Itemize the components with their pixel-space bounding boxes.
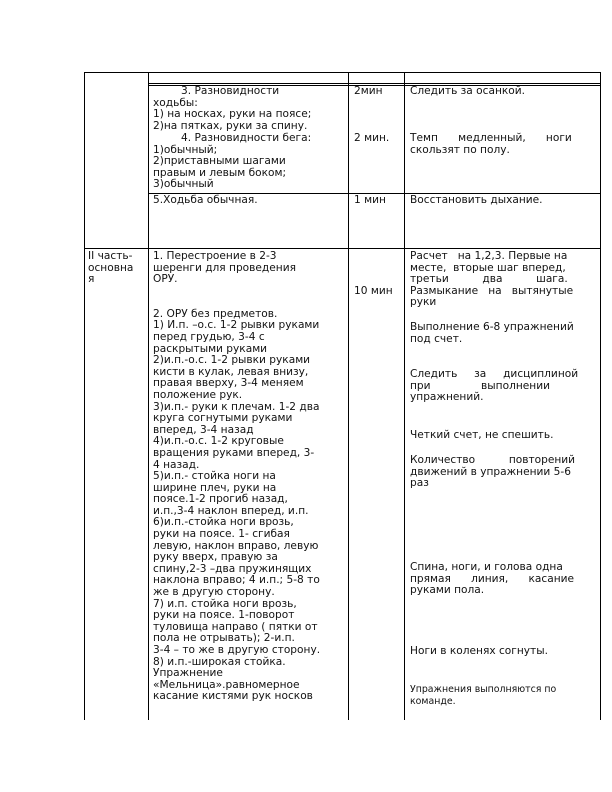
content-line: шеренги для проведения — [153, 261, 296, 274]
content-line: туловища направо ( пятки от — [153, 620, 318, 633]
exercise-title: 4. Разновидности бега: — [181, 132, 312, 144]
content-line: 6)и.п.-стойка ноги врозь, — [153, 516, 294, 529]
content-line: пола не отрывать); 2-и.п. — [153, 632, 295, 645]
time-running: 2 мин. — [354, 132, 390, 144]
content-line: спину,2-3 –два пружинящих — [153, 562, 312, 575]
note-posture — [410, 562, 598, 597]
note-normal-walking — [410, 195, 598, 207]
part-label — [88, 251, 146, 286]
note-line: Восстановить дыхание. — [410, 194, 543, 206]
content-line: ОРУ. — [153, 273, 178, 286]
exercise-normal-walking: 5.Ходьба обычная. — [153, 194, 258, 206]
note-line: упражнений. — [410, 391, 484, 404]
content-line: поясе.1-2 прогиб назад, — [153, 493, 288, 506]
content-line: вперед, 3-4 назад — [153, 423, 254, 436]
exercise-walking-types — [153, 86, 345, 132]
note-formation — [410, 251, 598, 309]
content-line: 7) и.п. стойка ноги врозь, — [153, 597, 297, 610]
content-line: 5)и.п.- стойка ноги на — [153, 470, 276, 483]
note-line: Выполнение 6-8 упражнений — [410, 321, 574, 333]
column-divider-3 — [404, 72, 405, 720]
note-line: Упражнения выполняются по — [410, 684, 557, 695]
content-line: же в другую сторону. — [153, 586, 275, 599]
time-normal-walking: 1 мин — [354, 194, 386, 206]
content-line: руку вверх, правую за — [153, 551, 278, 564]
exercise-line: 1)обычный; — [153, 143, 218, 156]
note-line: Расчет на 1,2,3. Первые на — [410, 250, 568, 262]
note-line: под счет. — [410, 332, 463, 345]
note-on-command — [410, 684, 598, 707]
content-line: касание кистями рук носков — [153, 690, 313, 703]
note-line: Четкий счет, не спешить. — [410, 429, 554, 441]
content-line: перед грудью, 3-4 с — [153, 330, 265, 343]
part-label-line: я — [88, 273, 95, 286]
content-line: руки на поясе. 1-поворот — [153, 609, 295, 622]
content-spacer — [153, 286, 347, 309]
note-running — [410, 133, 598, 156]
exercise-running-types — [153, 133, 345, 191]
content-line: раскрытыми руками — [153, 342, 268, 355]
note-line: месте, вторые шаг вперед, — [410, 261, 566, 274]
content-line: руки на поясе. 1- сгибая — [153, 528, 290, 541]
note-repetitions — [410, 455, 598, 490]
part-label-line: основна — [88, 261, 134, 274]
note-line: Количество повторений — [410, 454, 576, 466]
content-line: «Мельница».равномерное — [153, 678, 300, 691]
exercise-line: ходьбы: — [153, 96, 198, 109]
content-line: 2)и.п.-о.с. 1-2 рывки руками — [153, 354, 311, 367]
column-divider-2 — [348, 72, 349, 720]
exercise-line: 1) на носках, руки на поясе; — [153, 108, 312, 121]
note-line: команде. — [410, 695, 456, 707]
exercise-line: правым и левым боком; — [153, 166, 287, 179]
note-line: Размыкание на вытянутые — [410, 284, 574, 297]
content-line: 1) И.п. –о.с. 1-2 рывки руками — [153, 319, 320, 332]
content-line: ширине плеч, руки на — [153, 481, 277, 494]
inner-header-top-line — [148, 83, 600, 84]
content-line: 4)и.п.-о.с. 1-2 круговые — [153, 435, 284, 448]
note-line: Следить за осанкой. — [410, 85, 526, 97]
note-line: раз — [410, 477, 429, 490]
exercise-line: 2)на пятках, руки за спину. — [153, 119, 308, 132]
content-line: положение рук. — [153, 388, 243, 401]
row-divider-main-part — [84, 248, 600, 249]
note-walking — [410, 86, 598, 98]
time-walking: 2мин — [354, 85, 383, 97]
note-knees — [410, 646, 598, 658]
note-exercise-count — [410, 322, 598, 345]
time-main-part: 10 мин — [354, 285, 393, 297]
content-line: кисти в кулак, левая внизу, — [153, 365, 309, 378]
part-label-line: II часть- — [88, 250, 133, 262]
content-line: 3-4 – то же в другую сторону. — [153, 644, 321, 656]
note-discipline — [410, 369, 598, 404]
content-line: круга согнутыми руками — [153, 412, 293, 425]
main-part-content — [153, 251, 347, 703]
exercise-title: 3. Разновидности — [181, 85, 280, 97]
note-line: руки — [410, 296, 437, 309]
note-line: скользят по полу. — [410, 143, 510, 156]
content-line: 4 назад. — [153, 458, 200, 471]
content-line: правая вверху, 3-4 меняем — [153, 377, 304, 390]
column-divider-1 — [148, 72, 149, 720]
note-line: Следить за дисциплиной — [410, 368, 579, 380]
note-line: руками пола. — [410, 584, 485, 597]
content-line: и.п.,3-4 наклон вперед, и.п. — [153, 504, 309, 517]
content-line: 1. Перестроение в 2-3 — [153, 250, 277, 262]
exercise-line: 2)приставными шагами — [153, 155, 286, 168]
exercise-line: 3)обычный — [153, 178, 214, 191]
content-line: 8) и.п.-широкая стойка. — [153, 655, 286, 668]
content-line: левую, наклон вправо, левую — [153, 539, 319, 552]
table-left-border — [84, 72, 85, 720]
note-count — [410, 430, 598, 442]
note-line: движений в упражнении 5-6 — [410, 465, 571, 478]
note-line: третьи два шага. — [410, 273, 568, 286]
content-line: Упражнение — [153, 667, 223, 680]
note-line: при выполнении — [410, 379, 550, 392]
note-line: Темп медленный, ноги — [410, 132, 572, 144]
content-line: 3)и.п.- руки к плечам. 1-2 два — [153, 400, 320, 413]
note-line: прямая линия, касание — [410, 572, 575, 585]
content-line: наклона вправо; 4 и.п.; 5-8 то — [153, 574, 320, 587]
table-top-border — [84, 72, 600, 73]
content-line: 2. ОРУ без предметов. — [153, 307, 278, 320]
note-line: Ноги в коленях согнуты. — [410, 645, 548, 657]
table-right-border — [600, 72, 601, 720]
content-line: вращения руками вперед, 3- — [153, 446, 315, 459]
note-line: Спина, ноги, и голова одна — [410, 561, 563, 573]
